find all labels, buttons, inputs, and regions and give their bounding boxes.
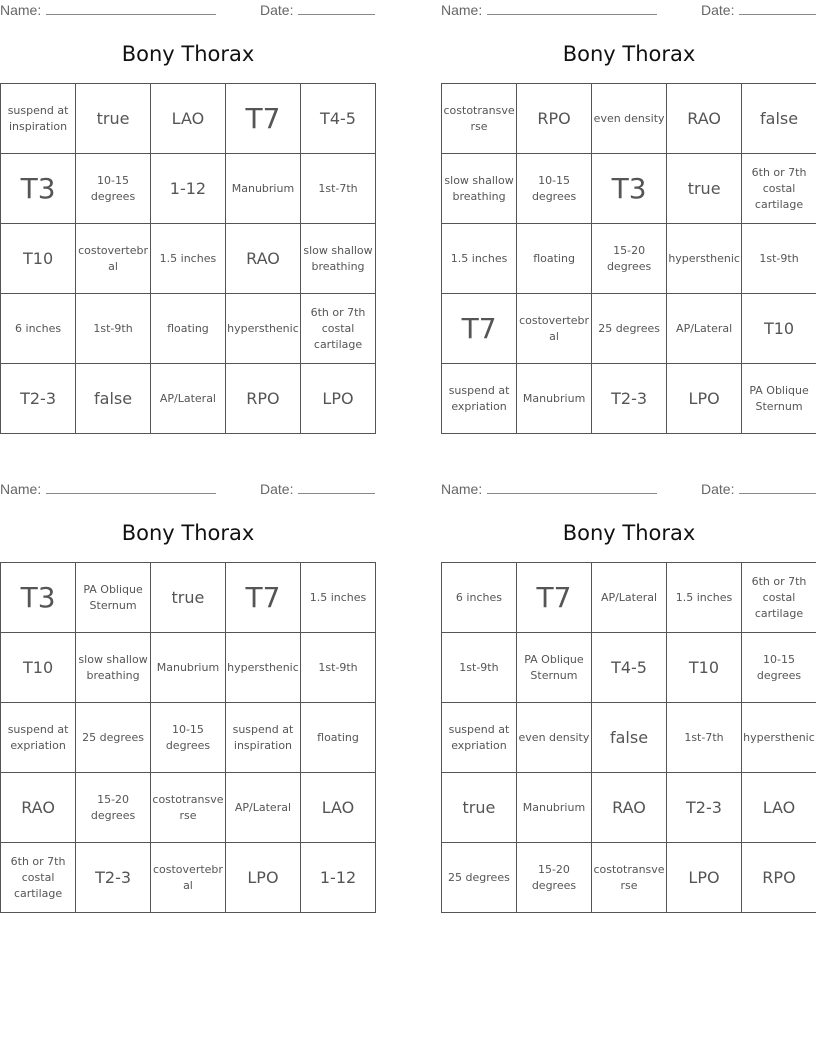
grid-cell[interactable]: 25 degrees [442, 843, 517, 913]
grid-cell[interactable]: 25 degrees [592, 294, 667, 364]
grid-cell[interactable]: costotransverse [442, 84, 517, 154]
grid-cell[interactable]: floating [301, 703, 376, 773]
grid-cell[interactable]: 15-20 degrees [76, 773, 151, 843]
date-line [739, 481, 816, 494]
name-field[interactable] [441, 481, 657, 497]
grid-row [1, 703, 376, 773]
grid-cell[interactable]: 1.5 inches [150, 224, 225, 294]
grid-cell[interactable]: 6th or 7th costal cartilage [301, 294, 376, 364]
grid-cell[interactable]: 1st-7th [667, 703, 742, 773]
grid-cell[interactable]: T4-5 [301, 84, 376, 154]
name-label: Name: [441, 2, 483, 18]
grid-cell[interactable]: costovertebral [517, 294, 592, 364]
grid-cell[interactable]: 10-15 degrees [741, 633, 816, 703]
grid-cell[interactable]: RAO [592, 773, 667, 843]
card-header [441, 481, 816, 499]
name-line [487, 481, 657, 494]
bingo-card [441, 0, 816, 440]
grid-cell[interactable]: slow shallow breathing [76, 633, 151, 703]
grid-cell[interactable]: suspend at expriation [1, 703, 76, 773]
grid-cell[interactable]: 1st-9th [742, 224, 816, 294]
grid-cell[interactable]: 6th or 7th costal cartilage [1, 843, 76, 913]
grid-cell[interactable]: T7 [225, 84, 300, 154]
grid-cell[interactable]: suspend at inspiration [225, 703, 300, 773]
name-label: Name: [0, 481, 42, 497]
grid-cell[interactable]: costovertebral [76, 224, 151, 294]
grid-row [442, 364, 816, 434]
grid-row [1, 224, 376, 294]
bingo-grid [0, 83, 376, 434]
grid-cell[interactable]: costovertebral [151, 843, 226, 913]
grid-cell[interactable]: 10-15 degrees [517, 154, 592, 224]
grid-cell[interactable]: hypersthenic [225, 294, 300, 364]
grid-cell[interactable]: LPO [225, 843, 300, 913]
card-header [0, 2, 376, 20]
grid-cell[interactable]: LPO [667, 364, 742, 434]
grid-cell[interactable]: 1-12 [150, 154, 225, 224]
grid-cell[interactable]: 10-15 degrees [151, 703, 226, 773]
grid-cell[interactable]: AP/Lateral [592, 563, 667, 633]
grid-cell[interactable]: suspend at expriation [442, 364, 517, 434]
grid-cell[interactable]: T2-3 [667, 773, 742, 843]
grid-cell[interactable]: slow shallow breathing [442, 154, 517, 224]
name-field[interactable] [441, 2, 657, 18]
date-field[interactable] [260, 2, 375, 18]
card-title: Bony Thorax [562, 521, 696, 545]
grid-cell[interactable]: T7 [225, 563, 300, 633]
bingo-grid [0, 562, 376, 913]
date-label: Date: [701, 2, 735, 18]
grid-cell[interactable]: RPO [517, 84, 592, 154]
grid-cell[interactable]: RAO [225, 224, 300, 294]
grid-cell[interactable]: even density [516, 703, 591, 773]
card-title: Bony Thorax [562, 42, 696, 66]
card-header [0, 481, 376, 499]
grid-cell[interactable]: 10-15 degrees [76, 154, 151, 224]
name-line [46, 481, 216, 494]
grid-cell[interactable]: T10 [667, 633, 742, 703]
date-line [298, 481, 375, 494]
grid-cell[interactable]: 1st-9th [301, 633, 376, 703]
name-field[interactable] [0, 2, 216, 18]
grid-cell[interactable]: floating [150, 294, 225, 364]
grid-cell[interactable]: 6 inches [1, 294, 76, 364]
grid-cell[interactable]: AP/Lateral [225, 773, 300, 843]
date-field[interactable] [260, 481, 375, 497]
bingo-card [0, 0, 376, 440]
grid-cell[interactable]: LPO [667, 843, 742, 913]
grid-cell[interactable]: T3 [592, 154, 667, 224]
grid-cell[interactable]: true [76, 84, 151, 154]
grid-cell[interactable]: costotransverse [151, 773, 226, 843]
grid-cell[interactable]: PA Oblique Sternum [742, 364, 816, 434]
grid-cell[interactable]: suspend at inspiration [1, 84, 76, 154]
bingo-card [441, 479, 816, 919]
grid-row [442, 84, 816, 154]
grid-cell[interactable]: T2-3 [76, 843, 151, 913]
name-line [46, 2, 216, 15]
grid-cell[interactable]: floating [517, 224, 592, 294]
grid-cell[interactable]: T2-3 [1, 364, 76, 434]
grid-cell[interactable]: RPO [741, 843, 816, 913]
grid-row [1, 294, 376, 364]
grid-cell[interactable]: 1-12 [301, 843, 376, 913]
grid-cell[interactable]: true [667, 154, 742, 224]
name-line [487, 2, 657, 15]
card-title: Bony Thorax [121, 521, 255, 545]
grid-cell[interactable]: Manubrium [225, 154, 300, 224]
grid-cell[interactable]: 6 inches [442, 563, 517, 633]
grid-row [442, 154, 816, 224]
grid-cell[interactable]: hypersthenic [741, 703, 816, 773]
grid-cell[interactable]: Manubrium [151, 633, 226, 703]
grid-cell[interactable]: hypersthenic [225, 633, 300, 703]
name-label: Name: [441, 481, 483, 497]
grid-cell[interactable]: PA Oblique Sternum [76, 563, 151, 633]
grid-row [442, 843, 816, 913]
grid-cell[interactable]: slow shallow breathing [301, 224, 376, 294]
grid-row [1, 154, 376, 224]
grid-cell[interactable]: true [442, 773, 517, 843]
grid-cell[interactable]: T10 [1, 224, 76, 294]
grid-cell[interactable]: 15-20 degrees [592, 224, 667, 294]
name-label: Name: [0, 2, 42, 18]
grid-row [1, 84, 376, 154]
grid-cell[interactable]: even density [592, 84, 667, 154]
grid-row [1, 364, 376, 434]
grid-cell[interactable]: Manubrium [517, 364, 592, 434]
grid-cell[interactable]: 1.5 inches [667, 563, 742, 633]
grid-cell[interactable]: T3 [1, 154, 76, 224]
date-field[interactable] [701, 481, 816, 497]
grid-cell[interactable]: false [742, 84, 816, 154]
grid-cell[interactable]: 1.5 inches [301, 563, 376, 633]
grid-cell[interactable]: suspend at expriation [442, 703, 517, 773]
bingo-grid [441, 83, 816, 434]
date-field[interactable] [701, 2, 816, 18]
grid-cell[interactable]: PA Oblique Sternum [516, 633, 591, 703]
grid-cell[interactable]: Manubrium [516, 773, 591, 843]
grid-cell[interactable]: T10 [1, 633, 76, 703]
grid-cell[interactable]: 6th or 7th costal cartilage [742, 154, 816, 224]
card-header [441, 2, 816, 20]
grid-cell[interactable]: RAO [667, 84, 742, 154]
grid-cell[interactable]: T7 [442, 294, 517, 364]
date-label: Date: [260, 2, 294, 18]
grid-cell[interactable]: false [592, 703, 667, 773]
grid-row [1, 843, 376, 913]
grid-row [442, 224, 816, 294]
grid-cell[interactable]: LAO [301, 773, 376, 843]
grid-cell[interactable]: T2-3 [592, 364, 667, 434]
card-title: Bony Thorax [121, 42, 255, 66]
grid-row [1, 773, 376, 843]
grid-row [1, 633, 376, 703]
grid-cell[interactable]: costotransverse [592, 843, 667, 913]
grid-row [442, 703, 816, 773]
grid-cell[interactable]: 25 degrees [76, 703, 151, 773]
bingo-card [0, 479, 376, 919]
bingo-grid [441, 562, 816, 913]
date-line [739, 2, 816, 15]
date-label: Date: [701, 481, 735, 497]
grid-row [442, 563, 816, 633]
grid-row [1, 563, 376, 633]
grid-row [442, 773, 816, 843]
grid-cell[interactable]: true [151, 563, 226, 633]
date-label: Date: [260, 481, 294, 497]
grid-cell[interactable]: RPO [225, 364, 300, 434]
grid-cell[interactable]: T3 [1, 563, 76, 633]
grid-cell[interactable]: AP/Lateral [150, 364, 225, 434]
grid-cell[interactable]: hypersthenic [667, 224, 742, 294]
grid-cell[interactable]: T4-5 [592, 633, 667, 703]
grid-row [442, 633, 816, 703]
grid-cell[interactable]: 1st-7th [301, 154, 376, 224]
grid-row [442, 294, 816, 364]
grid-cell[interactable]: LAO [150, 84, 225, 154]
grid-cell[interactable]: T7 [516, 563, 591, 633]
grid-cell[interactable]: 1.5 inches [442, 224, 517, 294]
grid-cell[interactable]: RAO [1, 773, 76, 843]
grid-cell[interactable]: T10 [742, 294, 816, 364]
grid-cell[interactable]: AP/Lateral [667, 294, 742, 364]
grid-cell[interactable]: 6th or 7th costal cartilage [741, 563, 816, 633]
grid-cell[interactable]: LAO [741, 773, 816, 843]
grid-cell[interactable]: 1st-9th [442, 633, 517, 703]
grid-cell[interactable]: 1st-9th [76, 294, 151, 364]
grid-cell[interactable]: false [76, 364, 151, 434]
name-field[interactable] [0, 481, 216, 497]
grid-cell[interactable]: 15-20 degrees [516, 843, 591, 913]
date-line [298, 2, 375, 15]
grid-cell[interactable]: LPO [301, 364, 376, 434]
